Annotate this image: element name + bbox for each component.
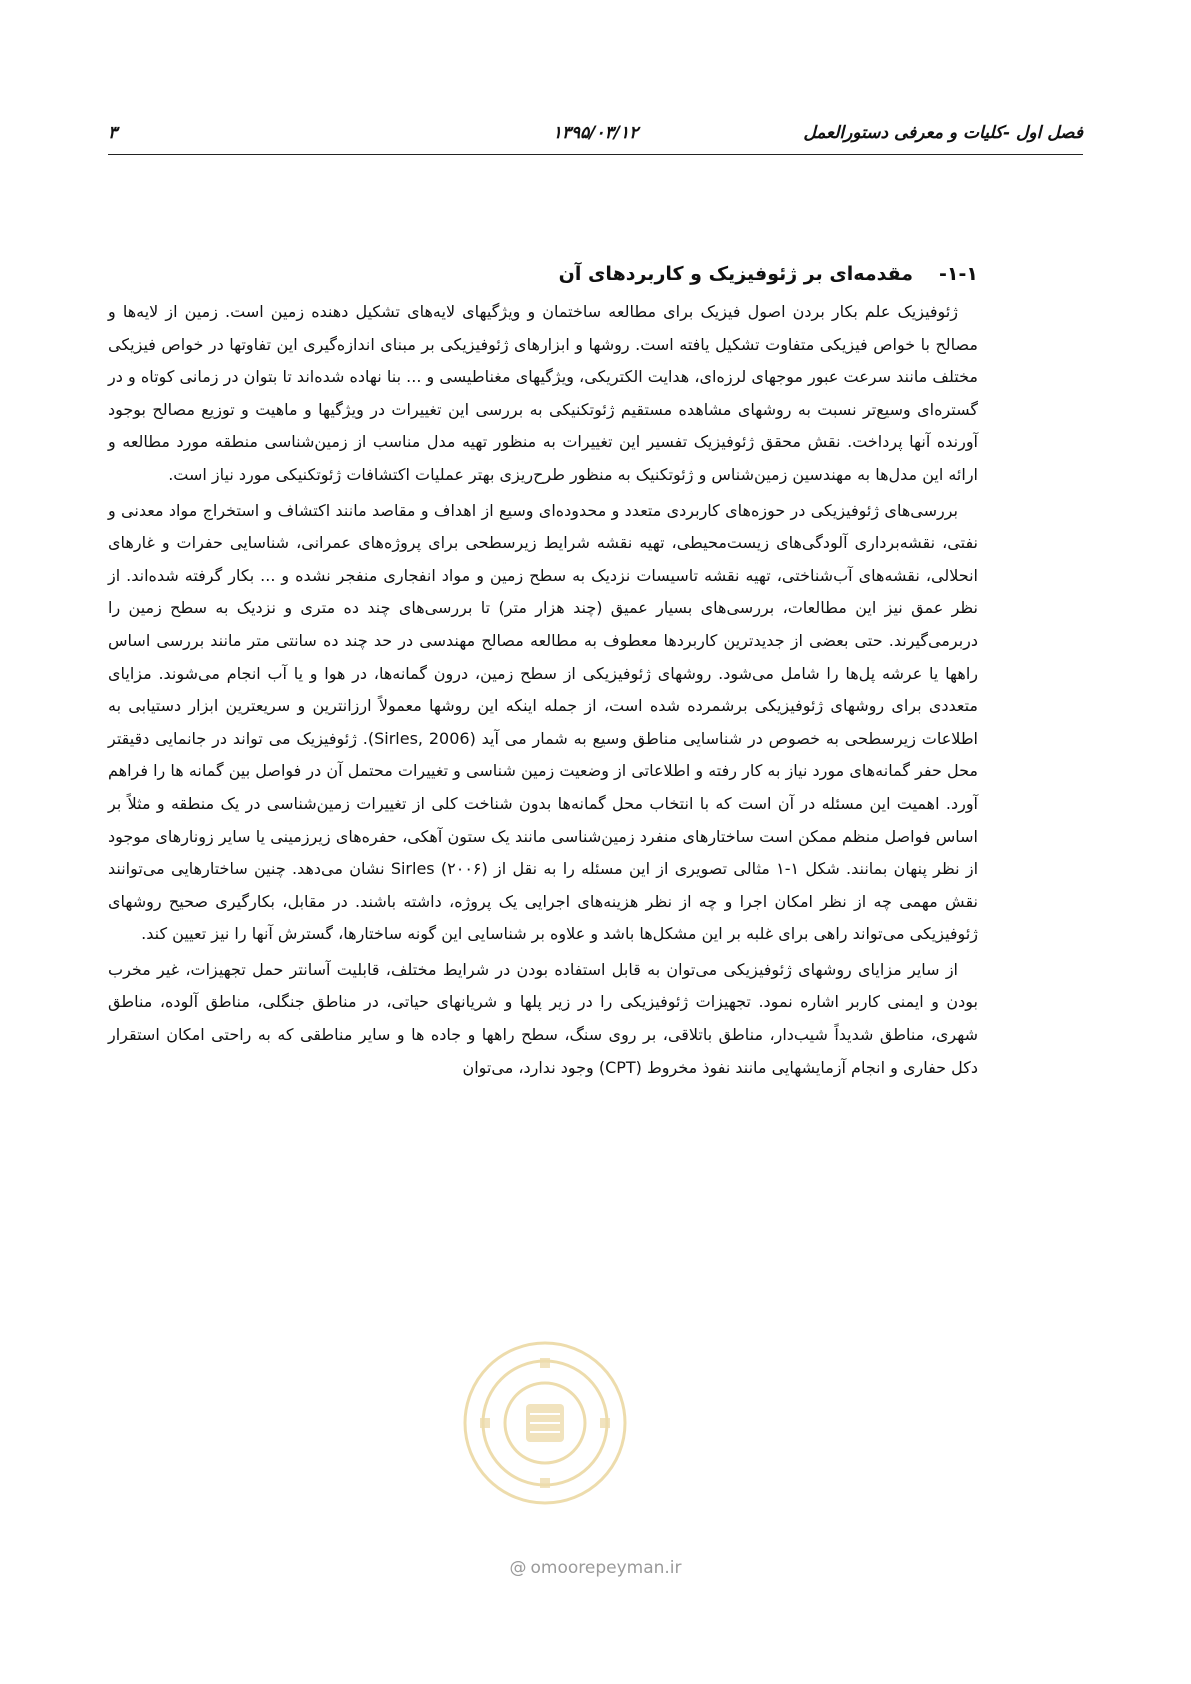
document-body bbox=[108, 256, 978, 1087]
at-icon: @ bbox=[509, 1558, 527, 1578]
section-number: ۱-۱- bbox=[939, 263, 978, 285]
section-heading bbox=[108, 256, 978, 292]
chapter-title: فصل اول -کلیات و معرفی دستورالعمل bbox=[803, 123, 1083, 143]
paragraph-3: از سایر مزایای روشهای ژئوفیزیکی می‌توان به قابل استفاده بودن در شرایط مختلف، قابلیت آسانتر حمل تجهیزات، غیر مخرب بودن و ایمنی کاربر اشاره نمود. تجهیزات ژئوفیزیکی را در زیر پلها و شریانهای حیاتی، در مناطق جنگلی، مناطق آلوده، مناطق شهری، مناطق شدیداً شیب‌دار، مناطق باتلاقی، بر روی سنگ، سطح راهها و جاده ها و سایر مناطقی که به راحتی امکان استقرار دکل حفاری و انجام آزمایشهایی مانند نفوذ مخروط (CPT) وجود ندارد، می‌توان bbox=[108, 959, 978, 1077]
paragraph-2: بررسی‌های ژئوفیزیکی در حوزه‌های کاربردی متعدد و محدوده‌ای وسیع از اهداف و مقاصد مانند اکتشاف و استخراج مواد معدنی و نفتی، نقشه‌برداری آلودگی‌های زیست‌محیطی، تهیه نقشه شرایط زیرسطحی برای پروژه‌های عمرانی، شناسایی حفرات و غارهای انحلالی، نقشه‌های آب‌شناختی، تهیه نقشه تاسیسات نزدیک به سطح زمین و مواد انفجاری منفجر نشده و ... بکار گرفته شده‌اند. از نظر عمق نیز این مطالعات، بررسی‌های بسیار عمیق (چند هزار متر) تا بررسی‌های چند ده متری و نزدیک به سطح زمین را دربرمی‌گیرند. حتی بعضی از جدیدترین کاربردها معطوف به مطالعه مصالح مهندسی در حد چند ده سانتی متر مانند بررسی اساس راهها یا عرشه پل‌ها را شامل می‌شود. روشهای ژئوفیزیکی از سطح زمین، درون گمانه‌ها، در هوا و یا آب انجام می‌شوند. مزایای متعددی برای روشهای ژئوفیزیکی برشمرده شده است، از جمله اینکه این روشها معمولاً ارزانترین و سریعترین ابزار دستیابی به اطلاعات زیرسطحی به خصوص در شناسایی مناطق وسیع به شمار می آید (Sirles, 2006). ژئوفیزیک می تواند در جانمایی دقیقتر محل حفر گمانه‌های مورد نیاز به کار رفته و اطلاعاتی از وضعیت زمین شناسی و تغییرات محتمل آن در فواصل بین گمانه ها را فراهم آورد. اهمیت این مسئله در آن است که با انتخاب محل گمانه‌ها بدون شناخت کلی از تغییرات زمین‌شناسی در یک منطقه و مثلاً بر اساس فواصل منظم ممکن است ساختارهای منفرد زمین‌شناسی مانند یک ستون آهکی، حفره‌های زیرزمینی یا سایر زونارهای موجود از نظر پنهان بمانند. شکل ۱-۱ مثالی تصویری از این مسئله را به نقل از Sirles (۲۰۰۶) نشان می‌دهد. چنین ساختارهایی می‌توانند نقش مهمی چه از نظر امکان اجرا و چه از نظر هزینه‌های اجرایی یک پروژه، داشته باشند. در مقابل، بکارگیری صحیح روشهای ژئوفیزیکی می‌تواند راهی برای غلبه بر این مشکل‌ها باشد و علاوه بر شناسایی این گونه ساختارها، گسترش آنها را نیز تعیین کند. bbox=[108, 500, 979, 944]
seal-watermark-icon bbox=[460, 1338, 630, 1508]
page-header bbox=[108, 120, 1083, 155]
section-title: مقدمه‌ای بر ژئوفیزیک و کاربردهای آن bbox=[558, 263, 914, 285]
paragraph-1: ژئوفیزیک علم بکار بردن اصول فیزیک برای مطالعه ساختمان و ویژگیهای لایه‌های تشکیل دهنده زمین است. زمین از لایه‌ها و مصالح با خواص فیزیکی متفاوت تشکیل یافته است. روشها و ابزارهای ژئوفیزیکی بر مبنای اندازه‌گیری این تفاوتها در خواص فیزیکی مختلف مانند سرعت عبور موجهای لرزه‌ای، هدایت الکتریکی، ویژگیهای مغناطیسی و ... بنا نهاده شده‌اند تا بتوان در زمانی کوتاه و در گستره‌ای وسیع‌تر نسبت به روشهای مشاهده مستقیم ژئوتکنیکی به بررسی این تغییرات در ویژگیها و ماهیت و توزیع مصالح بوجود آورنده آنها پرداخت. نقش محقق ژئوفیزیک تفسیر این تغییرات به منظور تهیه مدل مناسب از زمین‌شناسی منطقه مورد مطالعه و ارائه این مدل‌ها به مهندسین زمین‌شناس و ژئوتکنیک به منظور طرح‌ریزی بهتر عملیات اکتشافات ژئوتکنیکی مورد نیاز است. bbox=[108, 302, 978, 484]
footer-site-text: omoorepeyman.ir bbox=[530, 1558, 682, 1578]
page-number: ۳ bbox=[108, 123, 118, 143]
header-date: ۱۳۹۵/۰۳/۱۲ bbox=[552, 123, 639, 143]
footer-website bbox=[0, 1558, 1191, 1578]
